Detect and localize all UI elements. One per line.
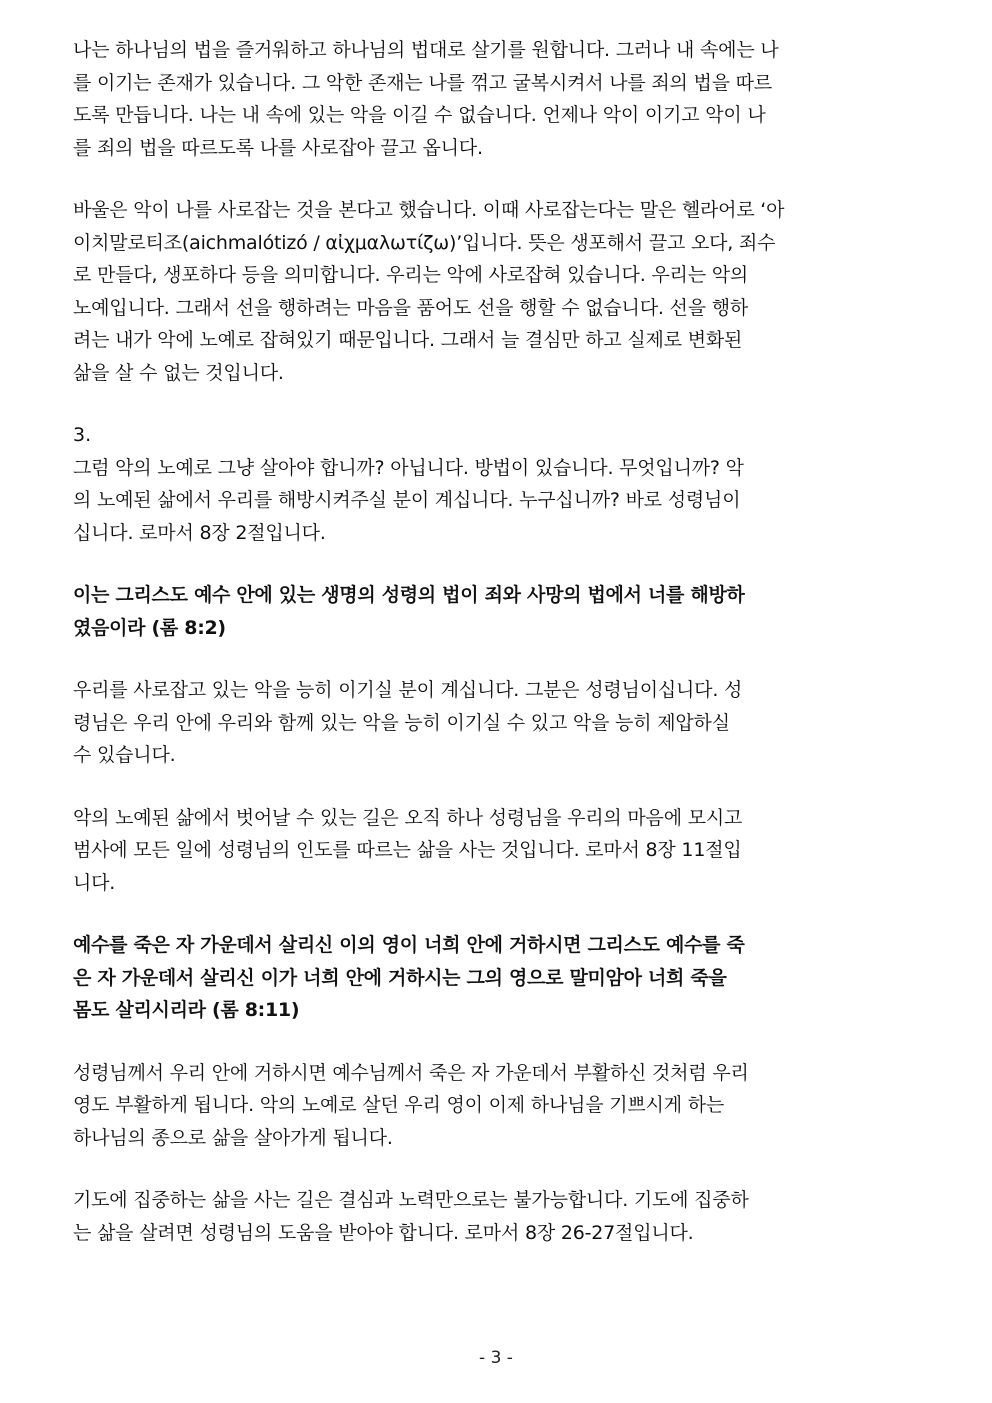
text-line: 은 자 가운데서 살리신 이가 너희 안에 거하시는 그의 영으로 말미암아 너희 죽을 <box>73 966 727 989</box>
text-line: 성령님께서 우리 안에 거하시면 예수님께서 죽은 자 가운데서 부활하신 것처럼 우리 <box>73 1061 749 1084</box>
paragraph <box>73 1184 921 1249</box>
text-line: 의 노예된 삶에서 우리를 해방시켜주실 분이 계십니다. 누구십니까? 바로 성령님이 <box>73 489 741 511</box>
text-line: 십니다. 로마서 8장 2절입니다. <box>73 521 326 544</box>
paragraph <box>73 194 921 389</box>
page-number: - 3 - <box>479 1348 513 1368</box>
text-line: 이는 그리스도 예수 안에 있는 생명의 성령의 법이 죄와 사망의 법에서 너를 해방하 <box>73 584 745 606</box>
text-line: 영도 부활하게 됩니다. 악의 노예로 살던 우리 영이 이제 하나님을 기쁘시게 하는 <box>73 1094 725 1116</box>
text-line: 악의 노예된 삶에서 벗어날 수 있는 길은 오직 하나 성령님을 우리의 마음에 모시고 <box>73 806 743 829</box>
bible-verse <box>73 579 921 644</box>
text-line: 수 있습니다. <box>73 744 176 766</box>
text-line: 바울은 악이 나를 사로잡는 것을 본다고 했습니다. 이때 사로잡는다는 말은 헬라어로 ‘아 <box>73 199 785 221</box>
text-line: 하나님의 종으로 삶을 살아가게 됩니다. <box>73 1126 393 1149</box>
paragraph <box>73 452 921 550</box>
text-line: 를 이기는 존재가 있습니다. 그 악한 존재는 나를 꺾고 굴복시켜서 나를 죄의 법을 따르 <box>73 71 772 94</box>
text-line: 이치말로티조(aichmalótizó / αἰχμαλωτίζω)’입니다. 뜻은 생포해서 끌고 오다, 죄수 <box>73 231 776 254</box>
text-line: 기도에 집중하는 삶을 사는 길은 결심과 노력만으로는 불가능합니다. 기도에 집중하 <box>73 1189 749 1211</box>
text-line: 그럼 악의 노예로 그냥 살아야 합니까? 아닙니다. 방법이 있습니다. 무엇입니까? 악 <box>73 456 744 479</box>
text-line: 몸도 살리시리라 (롬 8:11) <box>73 999 300 1021</box>
text-line: 니다. <box>73 871 116 894</box>
text-line: 노예입니다. 그래서 선을 행하려는 마음을 품어도 선을 행할 수 없습니다. 선을 행하 <box>73 296 748 319</box>
text-line: 우리를 사로잡고 있는 악을 능히 이기실 분이 계십니다. 그분은 성령님이십니다. 성 <box>73 679 743 701</box>
paragraph <box>73 1057 921 1155</box>
paragraph <box>73 34 921 164</box>
document-body <box>73 34 921 1279</box>
text-line: 령님은 우리 안에 우리와 함께 있는 악을 능히 이기실 수 있고 악을 능히 제압하실 <box>73 711 730 734</box>
text-line: 예수를 죽은 자 가운데서 살리신 이의 영이 너희 안에 거하시면 그리스도 예수를 죽 <box>73 934 745 956</box>
text-line: 를 죄의 법을 따르도록 나를 사로잡아 끌고 옵니다. <box>73 136 483 159</box>
section-number: 3. <box>73 424 92 446</box>
text-line: 도록 만듭니다. 나는 내 속에 있는 악을 이길 수 없습니다. 언제나 악이 이기고 악이 나 <box>73 104 766 126</box>
text-line: 로 만들다, 생포하다 등을 의미합니다. 우리는 악에 사로잡혀 있습니다. 우리는 악의 <box>73 264 748 286</box>
paragraph <box>73 802 921 900</box>
paragraph <box>73 674 921 772</box>
text-line: 나는 하나님의 법을 즐거워하고 하나님의 법대로 살기를 원합니다. 그러나 내 속에는 나 <box>73 39 779 61</box>
bible-verse <box>73 929 921 1027</box>
text-line: 였음이라 (롬 8:2) <box>73 616 226 639</box>
text-line: 려는 내가 악에 노예로 잡혀있기 때문입니다. 그래서 늘 결심만 하고 실제로 변화된 <box>73 329 743 351</box>
text-line: 삶을 살 수 없는 것입니다. <box>73 361 284 384</box>
text-line: 는 삶을 살려면 성령님의 도움을 받아야 합니다. 로마서 8장 26-27절입니다. <box>73 1221 694 1244</box>
section-3 <box>73 419 921 549</box>
text-line: 범사에 모든 일에 성령님의 인도를 따르는 삶을 사는 것입니다. 로마서 8장 11절입 <box>73 839 742 861</box>
